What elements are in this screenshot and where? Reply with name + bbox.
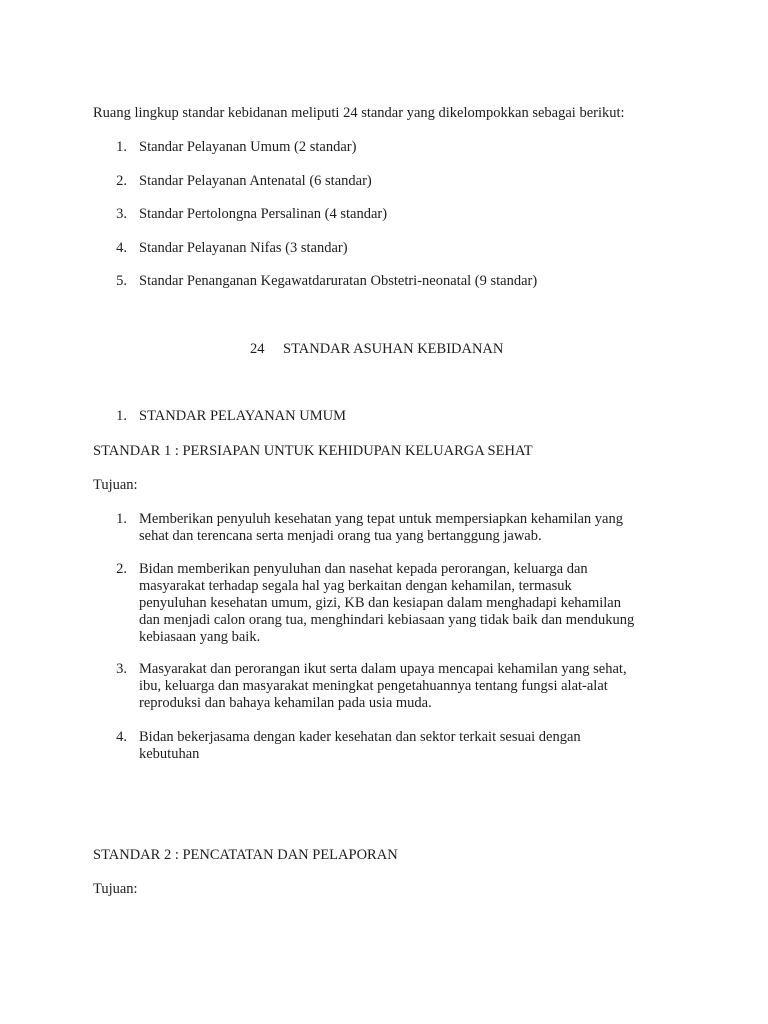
- list-item: Standar Pelayanan Antenatal (6 standar): [139, 173, 372, 189]
- list-item-number: 3.: [116, 661, 127, 677]
- tujuan-label: Tujuan:: [93, 477, 138, 493]
- list-item-line: dan menjadi calon orang tua, menghindari kebiasaan yang tidak baik dan mendukung: [139, 612, 635, 628]
- list-item-line: reproduksi dan bahaya kehamilan pada usia muda.: [139, 695, 432, 711]
- list-item-line: penyuluhan kesehatan umum, gizi, KB dan kesiapan dalam menghadapi kehamilan: [139, 595, 621, 611]
- list-item-line: sehat dan terencana serta menjadi orang tua yang bertanggung jawab.: [139, 528, 542, 544]
- list-item: [139, 511, 623, 545]
- section-number: 1.: [116, 408, 127, 424]
- heading-number: 24: [250, 341, 265, 357]
- list-item-number: 4.: [116, 729, 127, 745]
- list-item-number: 1.: [116, 511, 127, 527]
- list-item: [139, 561, 634, 646]
- intro-text: Ruang lingkup standar kebidanan meliputi 24 standar yang dikelompokkan sebagai berikut:: [93, 105, 625, 121]
- list-item: Standar Pertolongna Persalinan (4 standar): [139, 206, 388, 222]
- list-item: [139, 729, 581, 763]
- standard-title: STANDAR 1 : PERSIAPAN UNTUK KEHIDUPAN KELUARGA SEHAT: [93, 443, 533, 459]
- tujuan-label: Tujuan:: [93, 881, 138, 897]
- list-item-line: masyarakat terhadap segala hal yag berkaitan dengan kehamilan, termasuk: [139, 578, 572, 594]
- list-item: Standar Pelayanan Nifas (3 standar): [139, 240, 348, 256]
- list-item-line: kebutuhan: [139, 746, 200, 762]
- list-item-line: Masyarakat dan perorangan ikut serta dalam upaya mencapai kehamilan yang sehat,: [139, 661, 627, 677]
- list-item: Standar Pelayanan Umum (2 standar): [139, 139, 357, 155]
- list-item-number: 3.: [116, 206, 127, 222]
- list-item-line: kebiasaan yang baik.: [139, 629, 261, 645]
- list-item-number: 2.: [116, 561, 127, 577]
- list-item-line: Bidan bekerjasama dengan kader kesehatan dan sektor terkait sesuai dengan: [139, 729, 581, 745]
- list-item-line: ibu, keluarga dan masyarakat meningkat pengetahuannya tentang fungsi alat-alat: [139, 678, 608, 694]
- page-title: STANDAR ASUHAN KEBIDANAN: [283, 341, 504, 357]
- section-title: STANDAR PELAYANAN UMUM: [139, 408, 346, 424]
- list-item-number: 4.: [116, 240, 127, 256]
- list-item-line: Bidan memberikan penyuluhan dan nasehat kepada perorangan, keluarga dan: [139, 561, 588, 577]
- standard-title: STANDAR 2 : PENCATATAN DAN PELAPORAN: [93, 847, 398, 863]
- list-item-line: Memberikan penyuluh kesehatan yang tepat untuk mempersiapkan kehamilan yang: [139, 511, 623, 527]
- list-item-number: 2.: [116, 173, 127, 189]
- list-item-number: 1.: [116, 139, 127, 155]
- list-item-number: 5.: [116, 273, 127, 289]
- list-item: Standar Penanganan Kegawatdaruratan Obstetri-neonatal (9 standar): [139, 273, 538, 289]
- list-item: [139, 661, 627, 712]
